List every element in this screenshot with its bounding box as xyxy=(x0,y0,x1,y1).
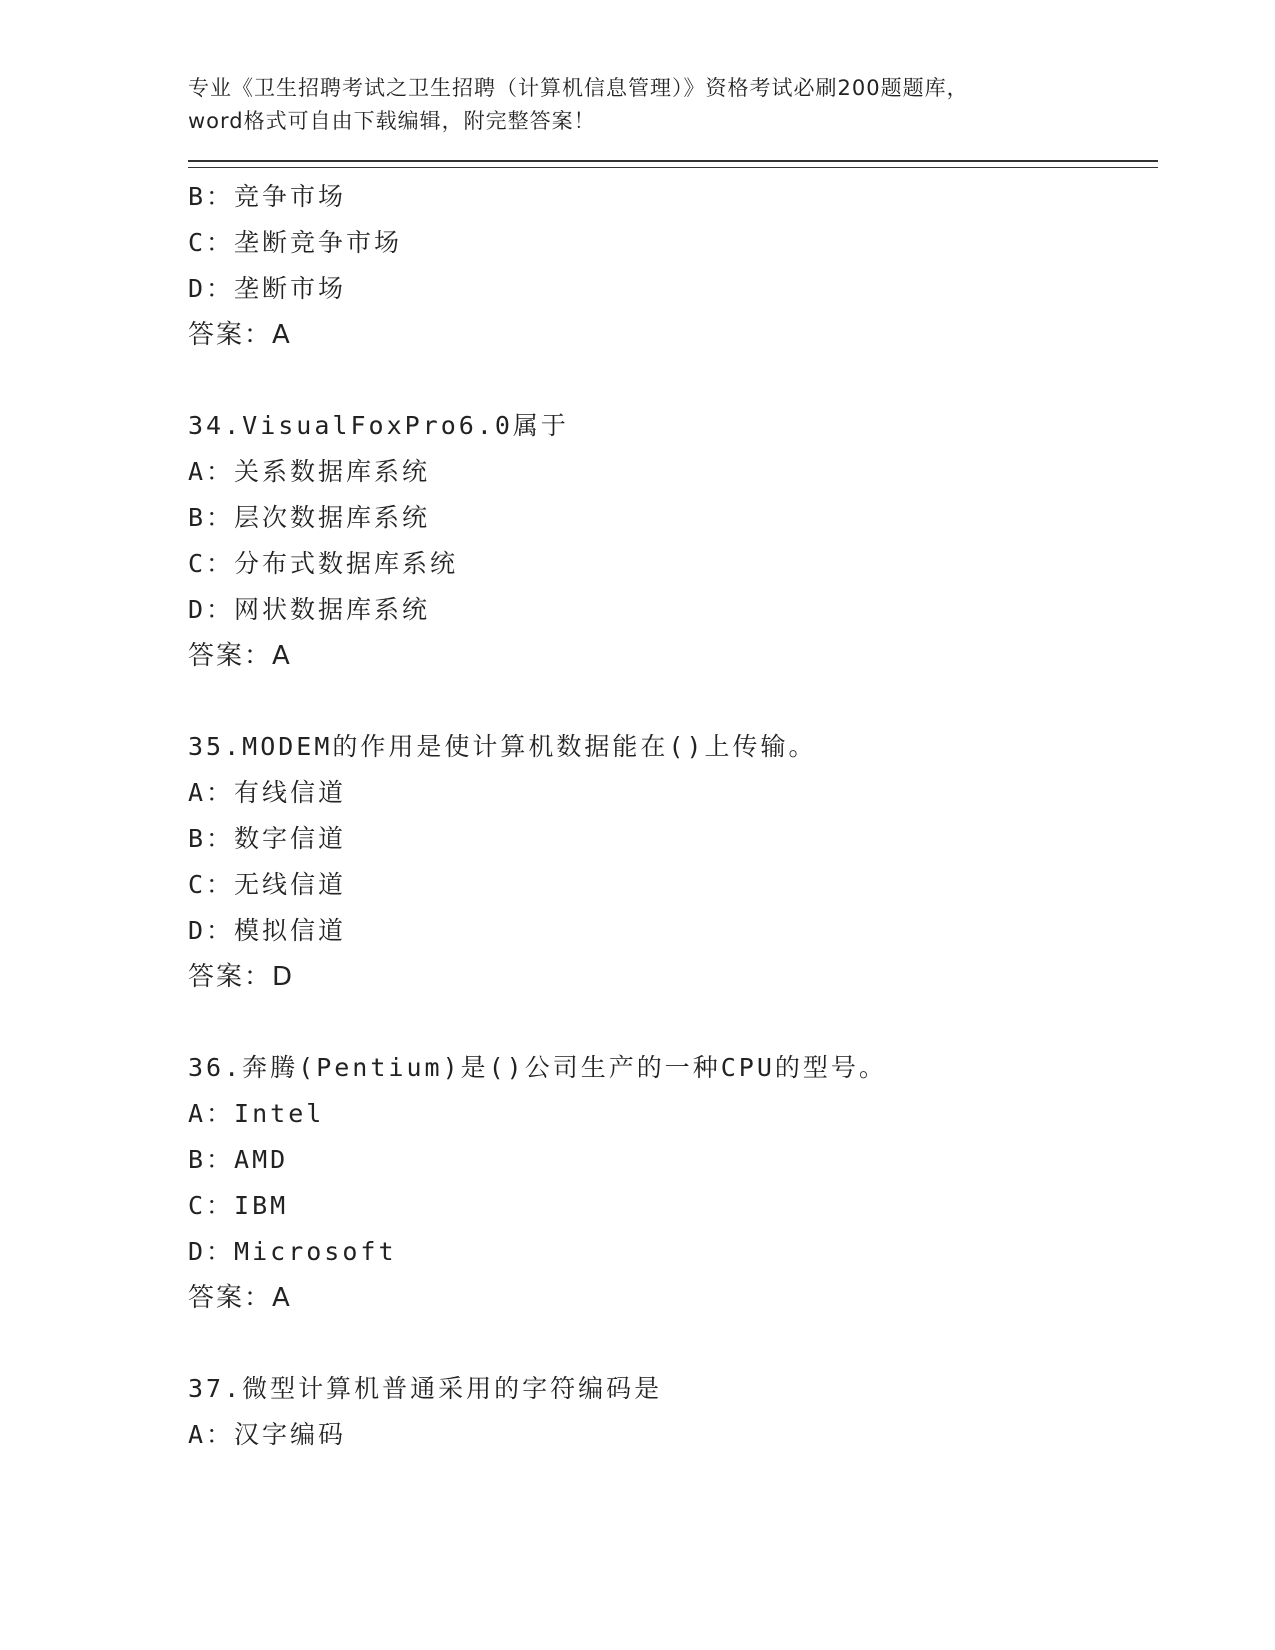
answer-line: 答案：A xyxy=(188,320,292,350)
question-list xyxy=(188,174,1158,1458)
option-d: D：垄断市场 xyxy=(188,274,347,303)
question-34 xyxy=(188,403,1158,679)
question-stem: 34.VisualFoxPro6.0属于 xyxy=(188,411,569,440)
question-35 xyxy=(188,724,1158,1000)
header-line-1: 专业《卫生招聘考试之卫生招聘（计算机信息管理）》资格考试必刷200题题库， xyxy=(188,76,969,100)
option-a: A：汉字编码 xyxy=(188,1420,347,1449)
option-a: A：关系数据库系统 xyxy=(188,457,431,486)
question-37 xyxy=(188,1366,1158,1458)
option-c: C：分布式数据库系统 xyxy=(188,549,459,578)
option-c: C：无线信道 xyxy=(188,870,347,899)
option-a: A：有线信道 xyxy=(188,778,347,807)
header-divider xyxy=(188,160,1158,168)
option-d: D：网状数据库系统 xyxy=(188,595,431,624)
header-line-2: word格式可自由下载编辑，附完整答案！ xyxy=(188,109,596,133)
question-36 xyxy=(188,1045,1158,1321)
option-d: D：Microsoft xyxy=(188,1237,397,1266)
question-stem: 37.微型计算机普通采用的字符编码是 xyxy=(188,1374,663,1403)
option-a: A：Intel xyxy=(188,1099,325,1128)
answer-line: 答案：D xyxy=(188,962,295,992)
document-page xyxy=(188,72,1158,1458)
option-b: B：层次数据库系统 xyxy=(188,503,431,532)
answer-line: 答案：A xyxy=(188,641,292,671)
document-header xyxy=(188,72,1158,138)
answer-line: 答案：A xyxy=(188,1283,292,1313)
option-c: C：垄断竞争市场 xyxy=(188,228,403,257)
question-33-continued xyxy=(188,174,1158,358)
question-stem: 36.奔腾(Pentium)是()公司生产的一种CPU的型号。 xyxy=(188,1053,887,1082)
option-c: C：IBM xyxy=(188,1191,289,1220)
option-d: D：模拟信道 xyxy=(188,916,347,945)
option-b: B：AMD xyxy=(188,1145,289,1174)
option-b: B：数字信道 xyxy=(188,824,347,853)
option-b: B：竞争市场 xyxy=(188,182,347,211)
question-stem: 35.MODEM的作用是使计算机数据能在()上传输。 xyxy=(188,732,817,761)
